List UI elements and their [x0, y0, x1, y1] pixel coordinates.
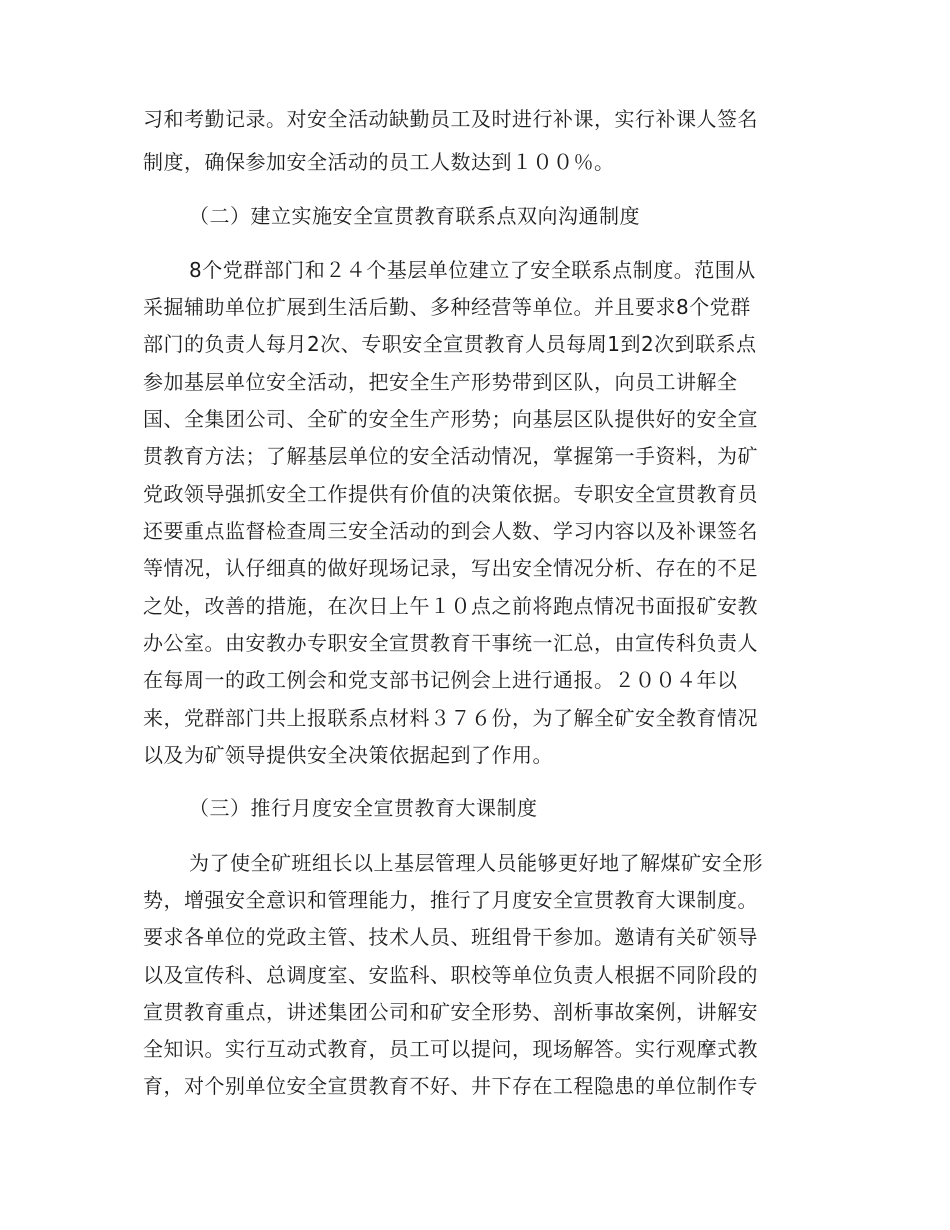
section-heading: （三）推行月度安全宣贯教育大课制度 [189, 796, 538, 820]
paragraph-line: 部门的负责人每月2次、专职安全宣贯教育人员每周1到2次到联系点 [143, 332, 757, 356]
paragraph-line: 宣贯教育重点，讲述集团公司和矿安全形势、剖析事故案例，讲解安 [143, 1000, 758, 1024]
paragraph-line: 采掘辅助单位扩展到生活后勤、多种经营等单位。并且要求8个党群 [143, 295, 751, 319]
paragraph-line: 来，党群部门共上报联系点材料３７６份，为了解全矿安全教育情况 [143, 706, 758, 730]
paragraph-line: 办公室。由安教办专职安全宣贯教育干事统一汇总，由宣传科负责人 [143, 631, 758, 655]
paragraph-line: 还要重点监督检查周三安全活动的到会人数、学习内容以及补课签名 [143, 519, 758, 543]
paragraph-line: 育，对个别单位安全宣贯教育不好、井下存在工程隐患的单位制作专 [143, 1074, 758, 1098]
section-heading: （二）建立实施安全宣贯教育联系点双向沟通制度 [189, 204, 640, 228]
paragraph-line: 全知识。实行互动式教育，员工可以提问，现场解答。实行观摩式教 [143, 1037, 758, 1061]
paragraph-line: 8个党群部门和２４个基层单位建立了安全联系点制度。范围从 [189, 258, 756, 282]
paragraph-line: 以及宣传科、总调度室、安监科、职校等单位负责人根据不同阶段的 [143, 963, 758, 987]
paragraph-line: 国、全集团公司、全矿的安全生产形势；向基层区队提供好的安全宣 [143, 407, 758, 431]
paragraph-line: 贯教育方法；了解基层单位的安全活动情况，掌握第一手资料，为矿 [143, 444, 758, 468]
paragraph-line: 党政领导强抓安全工作提供有价值的决策依据。专职安全宣贯教育员 [143, 482, 758, 506]
paragraph-line: 势，增强安全意识和管理能力，推行了月度安全宣贯教育大课制度。 [143, 888, 758, 912]
paragraph-line: 在每周一的政工例会和党支部书记例会上进行通报。２００４年以 [143, 668, 738, 692]
paragraph-line: 之处，改善的措施，在次日上午１０点之前将跑点情况书面报矿安教 [143, 594, 758, 618]
paragraph-line: 参加基层单位安全活动，把安全生产形势带到区队，向员工讲解全 [143, 370, 738, 394]
paragraph-line: 为了使全矿班组长以上基层管理人员能够更好地了解煤矿安全形 [189, 851, 763, 875]
paragraph-line: 制度，确保参加安全活动的员工人数达到１００％。 [143, 150, 615, 174]
paragraph-line: 以及为矿领导提供安全决策依据起到了作用。 [143, 743, 553, 767]
paragraph-line: 要求各单位的党政主管、技术人员、班组骨干参加。邀请有关矿领导 [143, 925, 758, 949]
paragraph-line: 习和考勤记录。对安全活动缺勤员工及时进行补课，实行补课人签名 [143, 107, 758, 131]
paragraph-line: 等情况，认仔细真的做好现场记录，写出安全情况分析、存在的不足 [143, 556, 758, 580]
